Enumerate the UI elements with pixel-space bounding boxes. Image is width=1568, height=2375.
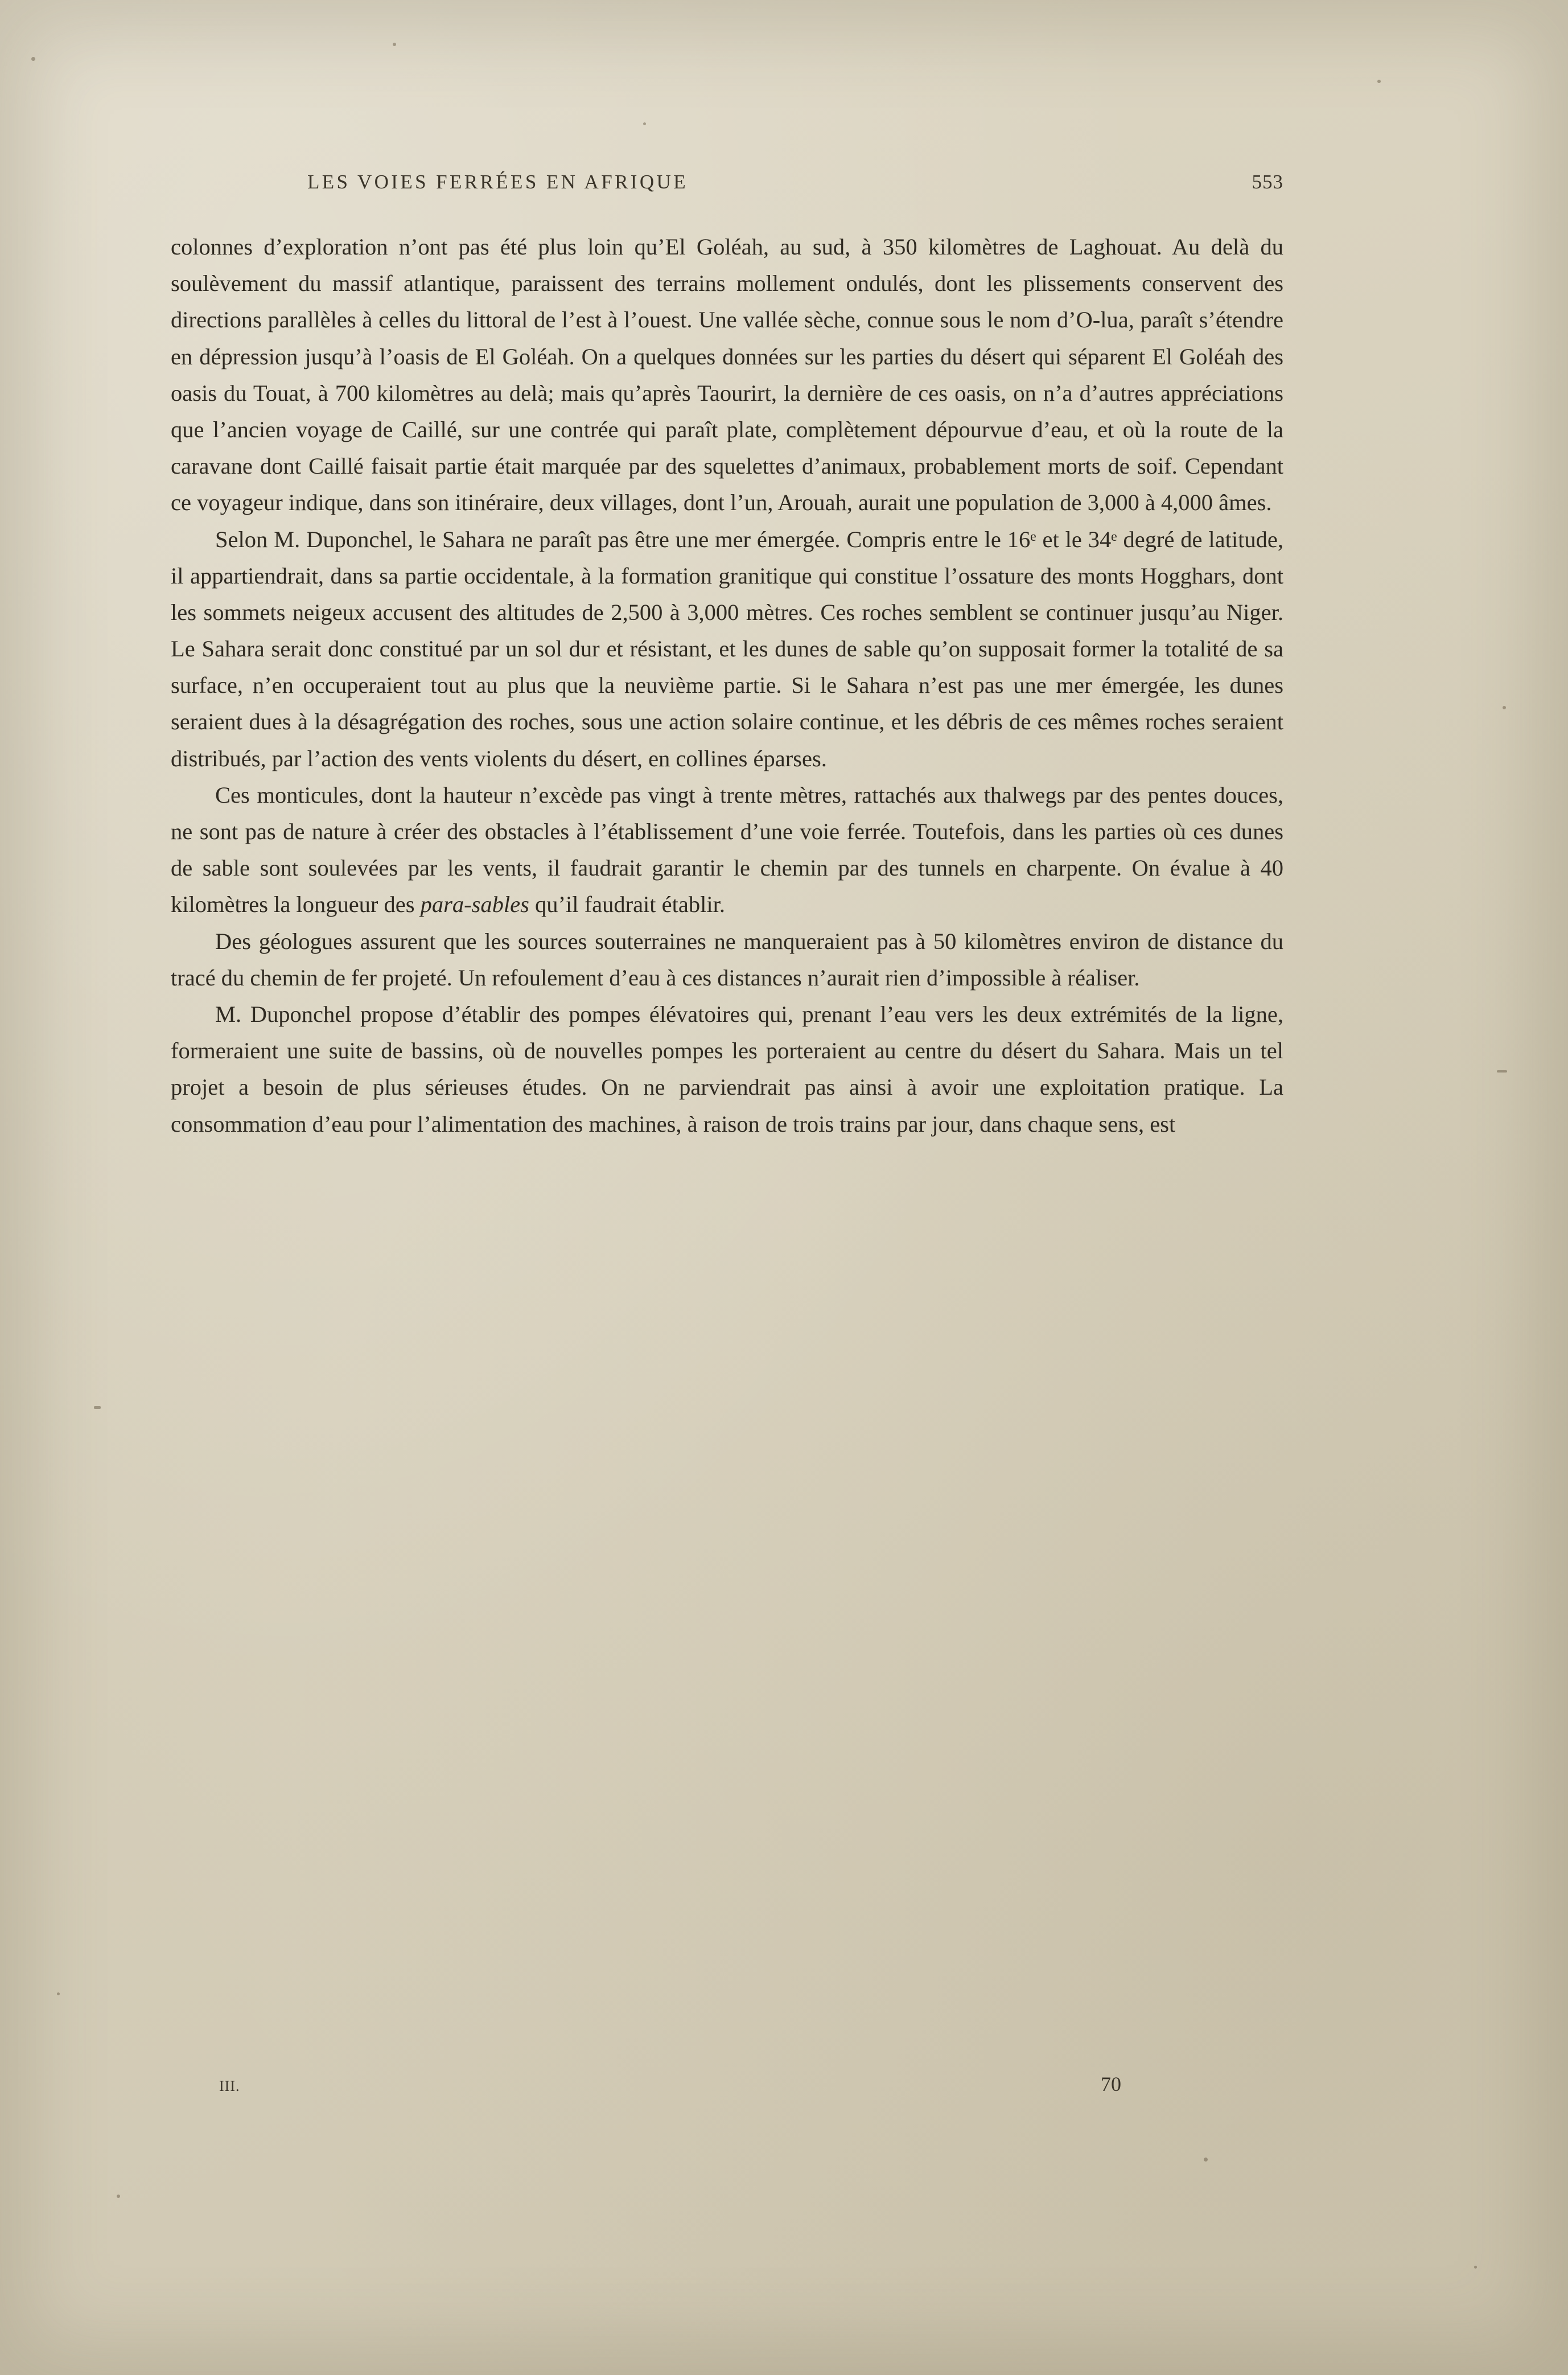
paragraph-3-tail: qu’il faudrait établir.: [529, 891, 726, 918]
running-title: LES VOIES FERRÉES EN AFRIQUE: [307, 171, 688, 193]
paragraph-5: M. Duponchel propose d’établir des pompes élévatoires qui, prenant l’eau vers les deux extrémités de la ligne, formeraient une suite de bassins, où de nouvelles pompes les porteraient au centre du désert du Sahara. Mais un tel projet a besoin de plus sérieuses études. On ne parviendrait pas ainsi à avoir une exploitation pratique. La consommation d’eau pour l’alimentation des machines, à raison de trois trains par jour, dans chaque sens, est: [171, 1001, 1283, 1137]
body-text: [171, 229, 1283, 1143]
page-content: [171, 171, 1283, 1143]
folio-number: 70: [1101, 2073, 1121, 2095]
paragraph-3-lead: Ces monticules, dont la hauteur n’excède pas vingt à trente mètres, rattachés aux thalwegs par des pentes douces, ne sont pas de nature à créer des obstacles à l’établissement d’une voie ferrée. Toutefois, dans les parties où ces dunes de sable sont soulevées par les vents, il faudrait garantir le chemin par des tunnels en charpente. On évalue à 40 kilomètres la longueur des: [171, 782, 1283, 918]
term-para-sables: para-sables: [420, 891, 529, 918]
page-number: 553: [1252, 171, 1283, 193]
signature-mark: III.: [219, 2078, 240, 2094]
page-footer: [171, 2072, 1283, 2096]
paragraph-3: [171, 777, 1283, 923]
page-header: [171, 171, 1283, 194]
paragraph-4: Des géologues assurent que les sources souterraines ne manqueraient pas à 50 kilomètres environ de distance du tracé du chemin de fer projeté. Un refoulement d’eau à ces distances n’aurait rien d’impossible à réaliser.: [171, 928, 1283, 991]
paragraph-1: colonnes d’exploration n’ont pas été plus loin qu’El Goléah, au sud, à 350 kilomètres de Laghouat. Au delà du soulèvement du massif atlantique, paraissent des terrains mollement ondulés, dont les plissements conservent des directions parallèles à celles du littoral de l’est à l’ouest. Une vallée sèche, connue sous le nom d’O-lua, paraît s’étendre en dépression jusqu’à l’oasis de El Goléah. On a quelques données sur les parties du désert qui séparent El Goléah des oasis du Touat, à 700 kilomètres au delà; mais qu’après Taourirt, la dernière de ces oasis, on n’a d’autres appréciations que l’ancien voyage de Caillé, sur une contrée qui paraît plate, complètement dépourvue d’eau, et où la route de la caravane dont Caillé faisait partie était marquée par des squelettes d’animaux, probablement morts de soif. Cependant ce voyageur indique, dans son itinéraire, deux villages, dont l’un, Arouah, aurait une population de 3,000 à 4,000 âmes.: [171, 234, 1283, 516]
paragraph-2: Selon M. Duponchel, le Sahara ne paraît pas être une mer émergée. Compris entre le 16ᵉ et le 34ᵉ degré de latitude, il appartiendrait, dans sa partie occidentale, à la formation granitique qui constitue l’ossature des monts Hogghars, dont les sommets neigeux accusent des altitudes de 2,500 à 3,000 mètres. Ces roches semblent se continuer jusqu’au Niger. Le Sahara serait donc constitué par un sol dur et résistant, et les dunes de sable qu’on supposait former la totalité de sa surface, n’en occuperaient tout au plus que la neuvième partie. Si le Sahara n’est pas une mer émergée, les dunes seraient dues à la désagrégation des roches, sous une action solaire continue, et les débris de ces mêmes roches seraient distribués, par l’action des vents violents du désert, en collines éparses.: [171, 526, 1283, 771]
